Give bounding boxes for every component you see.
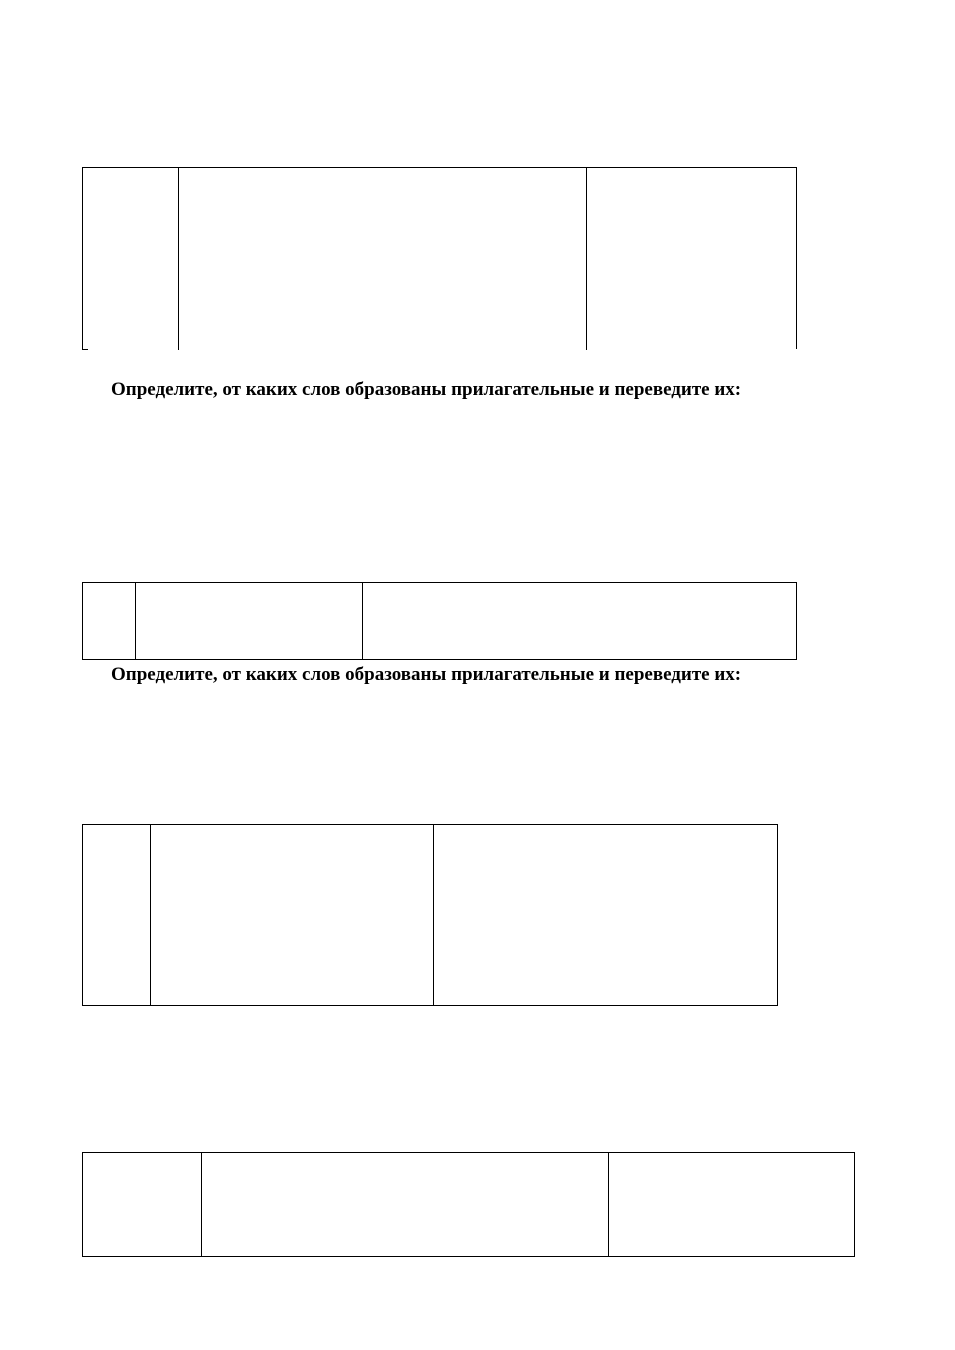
table-1-column-divider [586, 168, 587, 350]
table-4-column-divider [201, 1153, 202, 1256]
table-3-column-divider [433, 825, 434, 1005]
table-1-bottom-stub [82, 349, 88, 350]
instruction-text: Определите, от каких слов образованы прилагательные и переведите их: [111, 379, 742, 400]
table-3 [82, 824, 778, 1006]
table-2-column-divider [135, 583, 136, 659]
table-2-column-divider [362, 583, 363, 659]
table-4 [82, 1152, 855, 1257]
table-2 [82, 582, 797, 660]
table-1-column-divider [178, 168, 179, 350]
instruction-text: Определите, от каких слов образованы прилагательные и переведите их: [111, 664, 742, 685]
table-3-column-divider [150, 825, 151, 1005]
table-4-column-divider [608, 1153, 609, 1256]
table-1 [82, 167, 797, 349]
